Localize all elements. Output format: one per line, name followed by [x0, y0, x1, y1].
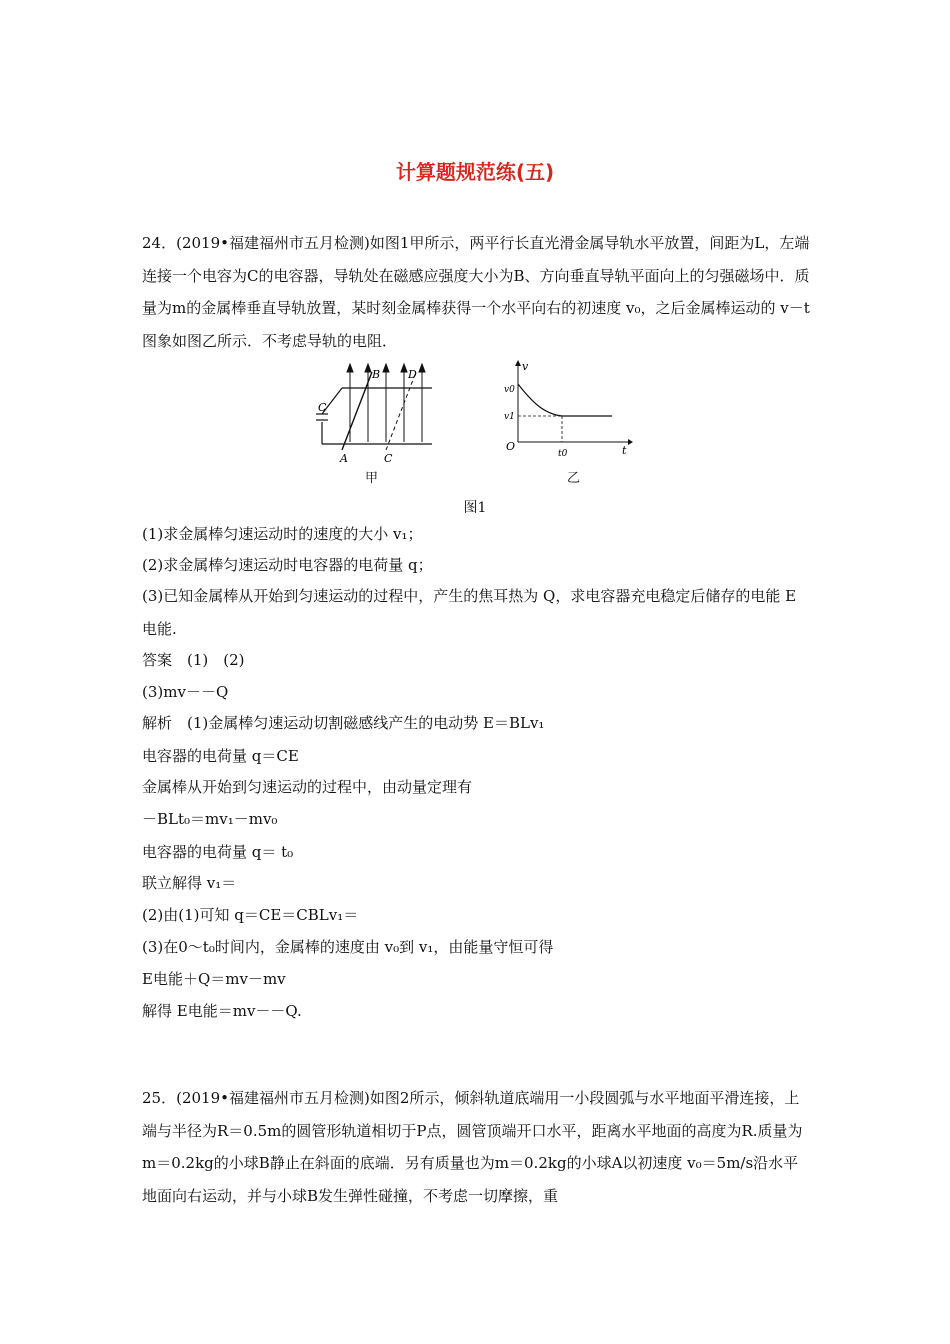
fig-label-b: B	[372, 368, 381, 381]
page-title: 计算题规范练(五)	[395, 160, 555, 184]
answer-line-2: (3)mv－－Q	[142, 683, 229, 701]
solution-line: (3)在0～t₀时间内，金属棒的速度由 v₀到 v₁，由能量守恒可得	[142, 938, 554, 956]
answer-line-1: 答案 (1) (2)	[142, 651, 245, 669]
solution-line: E电能＋Q＝mv－mv	[142, 970, 286, 988]
figure-1-left	[312, 362, 442, 482]
fig-tick-t0: t0	[558, 449, 568, 459]
figure-label-jia: 甲	[365, 471, 379, 486]
q25-stem: 25．(2019•福建福州市五月检测)如图2所示，倾斜轨道底端用一小段圆弧与水平地面平滑连接，上端与半径为R＝0.5m的圆管形轨道相切于P点，圆管顶端开口水平，距离水平地面的高度为R.质量为m＝0.2kg的小球B静止在斜面的底端．另有质量也为m＝0.2kg的小球A以初速度 v₀＝5m/s沿水平地面向右运动，并与小球B发生弹性碰撞，不考虑一切摩擦，重	[142, 1089, 803, 1205]
fig-label-a: A	[340, 452, 348, 465]
fig-label-c: C	[384, 452, 393, 465]
figure-label-yi: 乙	[567, 471, 581, 486]
fig-axis-t: t	[622, 444, 627, 457]
solution-line: 电容器的电荷量 q＝CE	[142, 747, 299, 765]
solution-line: 金属棒从开始到匀速运动的过程中，由动量定理有	[142, 778, 473, 796]
fig-tick-v1: v1	[504, 412, 515, 422]
solution-line: 解得 E电能＝mv－－Q.	[142, 1002, 302, 1020]
solution-line: 电容器的电荷量 q＝ t₀	[142, 843, 294, 861]
fig-origin-o: O	[506, 440, 516, 453]
q24-stem: 24．(2019•福建福州市五月检测)如图1甲所示，两平行长直光滑金属导轨水平放置，间距为L，左端连接一个电容为C的电容器，导轨处在磁感应强度大小为B、方向垂直导轨平面向上的匀强磁场中．质量为m的金属棒垂直导轨放置，某时刻金属棒获得一个水平向右的初速度 v₀，之后金属棒运动的 v－t 图象如图乙所示．不考虑导轨的电阻．	[142, 234, 810, 350]
figure-1-right	[498, 358, 634, 466]
solution-line: 联立解得 v₁＝	[142, 874, 237, 892]
fig-label-d: D	[408, 368, 417, 381]
question-1: (1)求金属棒匀速运动时的速度的大小 v₁；	[142, 525, 423, 543]
fig-label-c-cap: C	[318, 401, 327, 414]
solution-line: (2)由(1)可知 q＝CE＝CBLv₁＝	[142, 906, 359, 924]
figure-caption: 图1	[463, 500, 487, 516]
question-2: (2)求金属棒匀速运动时电容器的电荷量 q；	[142, 556, 433, 574]
question-3: (3)已知金属棒从开始到匀速运动的过程中，产生的焦耳热为 Q，求电容器充电稳定后储存的电能 E电能.	[142, 587, 797, 638]
fig-axis-v: v	[522, 360, 529, 373]
solution-line: －BLt₀＝mv₁－mv₀	[142, 810, 278, 828]
solution-line: 解析 (1)金属棒匀速运动切割磁感线产生的电动势 E＝BLv₁	[142, 714, 545, 732]
fig-tick-v0: v0	[504, 385, 515, 395]
